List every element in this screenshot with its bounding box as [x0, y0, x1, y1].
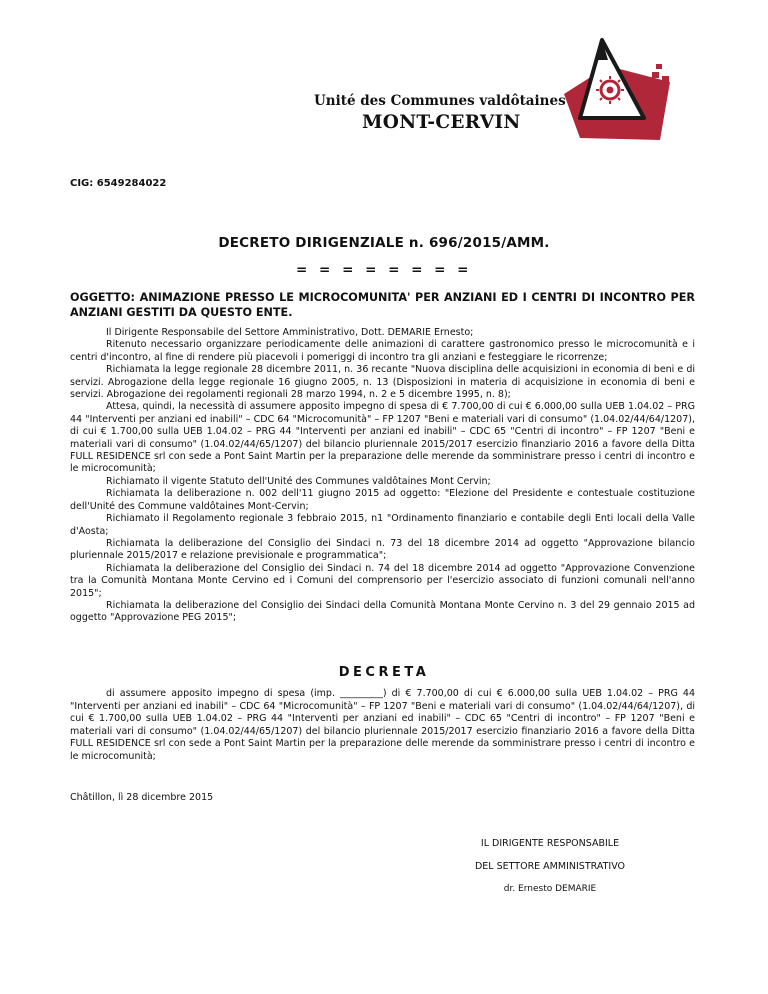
paragraph: Richiamata la deliberazione n. 002 dell'11 giugno 2015 ad oggetto: "Elezione del Presidente e contestuale costituzione dell'Unité des Commune valdôtaines Mont-Cervin;	[70, 488, 695, 512]
decreta-heading: DECRETA	[338, 665, 430, 680]
paragraph: Richiamata la legge regionale 28 dicembre 2011, n. 36 recante "Nuova disciplina delle acquisizioni in economia di beni e di servizi. Abrogazione della legge regionale 16 giugno 2005, n. 13 (Disposizioni in materia di acquisizione in economia di beni e servizi. Abrogazione dei regolamenti regionali 28 marzo 1994, n. 2 e 5 dicembre 1995, n. 8);	[70, 364, 695, 401]
paragraph: Richiamato il vigente Statuto dell'Unité des Communes valdôtaines Mont Cervin;	[106, 475, 491, 487]
decreta-paragraph: di assumere apposito impegno di spesa (imp. _________) di € 7.700,00 di cui € 6.000,00 sulla UEB 1.04.02 – PRG 44 "Interventi per anziani ed inabili" – CDC 64 "Microcomunità" – FP 1207 "Beni e materiali vari di consumo" (1.04.02/44/64/1207), di cui € 1.700,00 sulla UEB 1.04.02 – PRG 44 "Interventi per anziani ed inabili" – CDC 65 "Centri di incontro" – FP 1207 "Beni e materiali vari di consumo" (1.04.02/44/65/1207) del bilancio pluriennale 2015/2017 esercizio finanziario 2016 a favore della Ditta FULL RESIDENCE srl con sede a Pont Saint Martin per la preparazione delle merende da somministrare presso i centri di incontro e le microcomunità;	[70, 688, 695, 762]
paragraph: Richiamato il Regolamento regionale 3 febbraio 2015, n1 "Ordinamento finanziario e contabile degli Enti locali della Valle d'Aosta;	[70, 513, 695, 537]
signature-department: DEL SETTORE AMMINISTRATIVO	[474, 861, 626, 872]
org-name-line1: Unité des Communes valdôtaines	[314, 93, 566, 109]
paragraph: Richiamata la deliberazione del Consiglio dei Sindaci n. 74 del 18 dicembre 2014 ad oggetto "Approvazione Convenzione tra la Comunità Montana Monte Cervino ed i Comuni del comprensorio per l'esercizio associato di funzioni comunali nell'anno 2015";	[70, 562, 695, 599]
org-name-line2: MONT-CERVIN	[362, 112, 521, 133]
separator: = = = = = = = =	[296, 262, 472, 278]
paragraph: Richiamata la deliberazione del Consiglio dei Sindaci della Comunità Montana Monte Cervino n. 3 del 29 gennaio 2015 ad oggetto "Approvazione PEG 2015";	[70, 599, 695, 624]
place-date: Châtillon, lì 28 dicembre 2015	[70, 792, 214, 803]
preamble	[70, 327, 695, 625]
subject: OGGETTO: ANIMAZIONE PRESSO LE MICROCOMUNITA' PER ANZIANI ED I CENTRI DI INCONTRO PER ANZIANI GESTITI DA QUESTO ENTE.	[70, 291, 695, 319]
paragraph: Ritenuto necessario organizzare periodicamente delle animazioni di carattere gastronomico presso le microcomunità e i centri d'incontro, al fine di rendere più piacevoli i pomeriggi di incontro tra gli anziani e festeggiare le ricorrenze;	[70, 339, 695, 363]
decree-title: DECRETO DIRIGENZIALE n. 696/2015/AMM.	[218, 235, 550, 251]
cig-code: CIG: 6549284022	[70, 178, 167, 189]
mountain-logo-icon	[552, 36, 677, 144]
signature-title: IL DIRIGENTE RESPONSABILE	[480, 838, 620, 849]
header-logo-block	[290, 36, 690, 146]
decreta-body	[70, 688, 695, 764]
paragraph: Attesa, quindi, la necessità di assumere apposito impegno di spesa di € 7.700,00 di cui € 6.000,00 sulla UEB 1.04.02 – PRG 44 "Interventi per anziani ed inabili" – CDC 64 "Microcomunità" – FP 1207 "Beni e materiali vari di consumo" (1.04.02/44/64/1207), di cui € 1.700,00 sulla UEB 1.04.02 – PRG 44 "Interventi per anziani ed inabili" – CDC 65 "Centri di incontro" – FP 1207 "Beni e materiali vari di consumo" (1.04.02/44/65/1207) del bilancio pluriennale 2015/2017 esercizio finanziario 2016 a favore della Ditta FULL RESIDENCE srl con sede a Pont Saint Martin per la preparazione delle merende da somministrare presso i centri di incontro e le microcomunità;	[70, 401, 695, 475]
paragraph: Richiamata la deliberazione del Consiglio dei Sindaci n. 73 del 18 dicembre 2014 ad oggetto "Approvazione bilancio pluriennale 2015/2017 e relazione previsionale e programmatica";	[70, 537, 695, 562]
paragraph: Il Dirigente Responsabile del Settore Amministrativo, Dott. DEMARIE Ernesto;	[106, 327, 474, 338]
signature-name: dr. Ernesto DEMARIE	[503, 884, 597, 894]
